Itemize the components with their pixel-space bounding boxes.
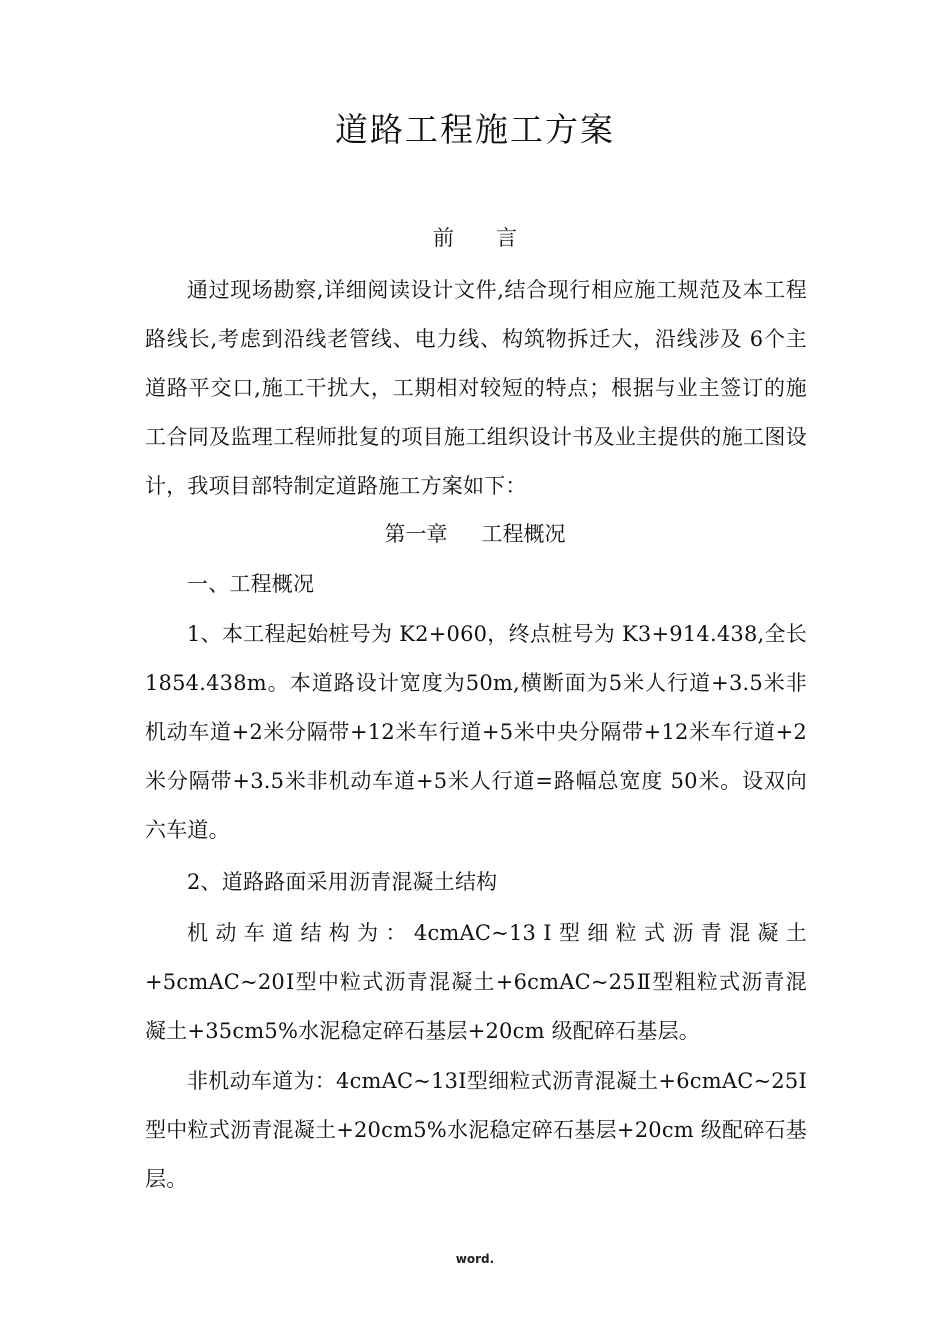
item-1-paragraph: 1、本工程起始桩号为 K2+060，终点桩号为 K3+914.438,全长 1854.438m。本道路设计宽度为50m,横断面为5米人行道+3.5米非机动车道+2米分隔带+12米车行道+5米中央分隔带+12米车行道+2米分隔带+3.5米非机动车道+5米人行道=路幅总宽度 50米。设双向六车道。 (145, 622, 807, 842)
preface-heading (0, 222, 950, 252)
preface-heading-right: 言 (496, 226, 517, 250)
item-2-heading: 2、道路路面采用沥青混凝土结构 (187, 870, 498, 894)
nonmotor-lane-paragraph: 非机动车道为：4cmAC~13Ⅰ型细粒式沥青混凝土+6cmAC~25Ⅰ型中粒式沥青混凝土+20cm5%水泥稳定碎石基层+20cm 级配碎石基层。 (145, 1069, 807, 1191)
page-footer: word. (455, 1252, 495, 1266)
section-heading: 一、工程概况 (187, 572, 315, 596)
chapter-number: 第一章 (384, 522, 448, 546)
preface-paragraph: 通过现场勘察,详细阅读设计文件,结合现行相应施工规范及本工程路线长,考虑到沿线老管线、电力线、构筑物拆迁大，沿线涉及 6个主道路平交口,施工干扰大，工期相对较短的特点；根据与业主签订的施工合同及监理工程师批复的项目施工组织设计书及业主提供的施工图设计，我项目部特制定道路施工方案如下： (145, 278, 807, 498)
chapter-heading (0, 518, 950, 548)
document-title: 道路工程施工方案 (335, 110, 615, 149)
preface-heading-left: 前 (433, 226, 454, 250)
motor-lane-paragraph: 机动车道结构为：4cmAC~13Ⅰ型细粒式沥青混凝土+5cmAC~20Ⅰ型中粒式沥青混凝土+6cmAC~25Ⅱ型粗粒式沥青混凝土+35cm5%水泥稳定碎石基层+20cm 级配碎石基层。 (145, 921, 807, 1043)
chapter-title: 工程概况 (481, 522, 566, 546)
